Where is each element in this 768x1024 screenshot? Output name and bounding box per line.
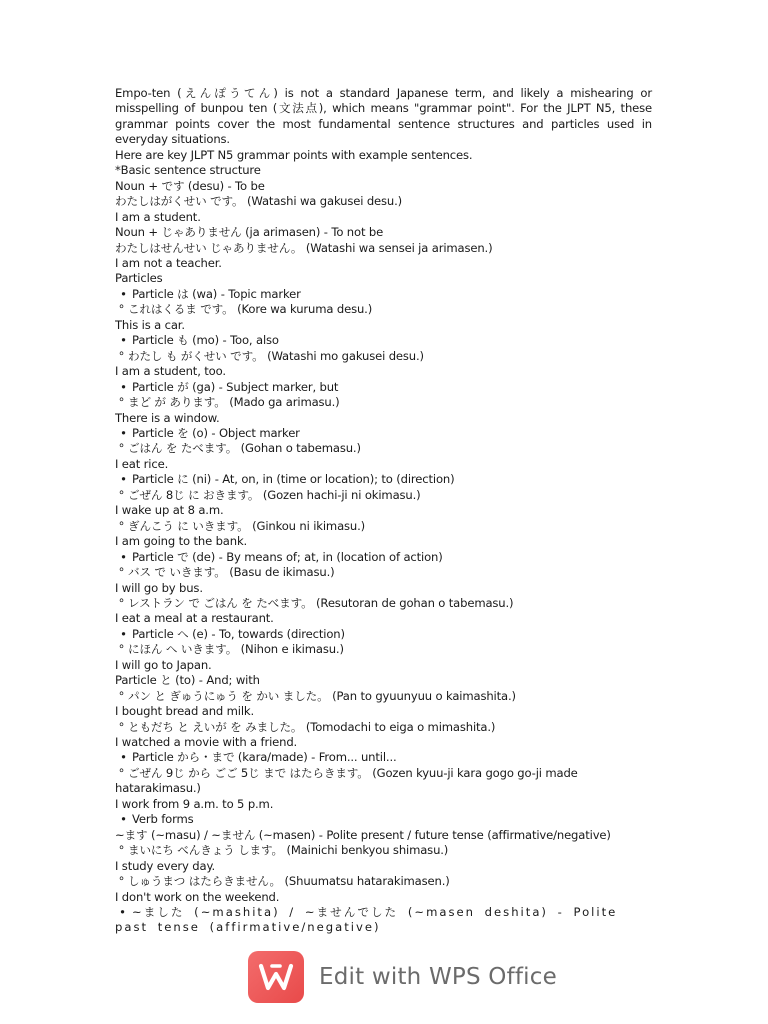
wps-edit-label[interactable]: Edit with WPS Office [319, 964, 557, 990]
text-line: Particle と (to) - And; with [115, 673, 260, 688]
text-line: I don't work on the weekend. [115, 889, 280, 904]
intro-paragraph: Empo-ten (えんぽうてん) is not a standard Japanese term, and likely a mishearing or misspelling of bunpou ten (文法点), which means "grammar point". For the JLPT N5, these grammar points cover the most fundamental sentence structures and particles used in everyday situations. [115, 86, 652, 147]
text-line: I watched a movie with a friend. [115, 735, 298, 750]
text-line: I will go by bus. [115, 580, 203, 595]
text-line: I am a student. [115, 209, 201, 224]
bullet-item: • Particle から・まで (kara/made) - From... until... [115, 750, 652, 765]
text-line: わたしはがくせい です。 (Watashi wa gakusei desu.) [115, 194, 403, 209]
bullet-item: • Particle を (o) - Object marker [115, 426, 652, 441]
bullet-item: • Particle は (wa) - Topic marker [115, 287, 652, 302]
bullet-item: • Particle が (ga) - Subject marker, but [115, 380, 652, 395]
text-line: I wake up at 8 a.m. [115, 503, 224, 518]
example-sentence: ° レストラン で ごはん を たべます。 (Resutoran de gohan o tabemasu.) [115, 596, 652, 611]
example-sentence: ° これはくるま です。 (Kore wa kuruma desu.) [115, 302, 652, 317]
text-line: I am going to the bank. [115, 534, 248, 549]
example-sentence: ° バス で いきます。 (Basu de ikimasu.) [115, 565, 652, 580]
example-sentence: ° まいにち べんきょう します。 (Mainichi benkyou shimasu.) [115, 843, 652, 858]
text-line: I am a student, too. [115, 364, 226, 379]
example-sentence: ° しゅうまつ はたらきません。 (Shuumatsu hatarakimasen.) [115, 874, 652, 889]
text-line: Noun + じゃありません (ja arimasen) - To not be [115, 225, 384, 240]
text-line: This is a car. [115, 317, 185, 332]
example-sentence: ° ともだち と えいが を みました。 (Tomodachi to eiga o mimashita.) [115, 720, 652, 735]
text-line: Noun + です (desu) - To be [115, 178, 265, 193]
text-line: わたしはせんせい じゃありません。 (Watashi wa sensei ja arimasen.) [115, 240, 493, 255]
example-sentence: ° わたし も がくせい です。 (Watashi mo gakusei desu.) [115, 349, 652, 364]
text-line: I will go to Japan. [115, 657, 212, 672]
text-line: I bought bread and milk. [115, 704, 255, 719]
bullet-item: • Particle も (mo) - Too, also [115, 333, 652, 348]
wps-logo-icon[interactable] [248, 951, 304, 1003]
text-line: *Basic sentence structure [115, 163, 261, 178]
text-line: I work from 9 a.m. to 5 p.m. [115, 796, 274, 811]
example-sentence: ° ごぜん 9じ から ごご 5じ まで はたらきます。 (Gozen kyuu-ji kara gogo go-ji made hatarakimasu.) [115, 766, 652, 797]
example-sentence: ° にほん へ いきます。 (Nihon e ikimasu.) [115, 642, 652, 657]
text-line: There is a window. [115, 410, 220, 425]
text-line: I study every day. [115, 858, 216, 873]
example-sentence: ° パン と ぎゅうにゅう を かい ました。 (Pan to gyuunyuu o kaimashita.) [115, 689, 652, 704]
text-line: I am not a teacher. [115, 255, 222, 270]
content-lines [115, 148, 652, 936]
text-line: Here are key JLPT N5 grammar points with example sentences. [115, 147, 473, 162]
text-line: I eat rice. [115, 456, 169, 471]
wps-edit-banner[interactable] [248, 951, 557, 1003]
bullet-item: • ~ました (~mashita) / ~ませんでした (~masen deshita) - Polite past tense (affirmative/negative) [115, 905, 652, 936]
text-line: I eat a meal at a restaurant. [115, 611, 274, 626]
text-line: Particles [115, 271, 163, 286]
text-line: ~ます (~masu) / ~ません (~masen) - Polite present / future tense (affirmative/negative) [115, 827, 611, 842]
bullet-item: • Particle で (de) - By means of; at, in (location of action) [115, 550, 652, 565]
example-sentence: ° ごはん を たべます。 (Gohan o tabemasu.) [115, 441, 652, 456]
example-sentence: ° まど が あります。 (Mado ga arimasu.) [115, 395, 652, 410]
bullet-item: • Verb forms [115, 812, 652, 827]
bullet-item: • Particle に (ni) - At, on, in (time or location); to (direction) [115, 472, 652, 487]
example-sentence: ° ごぜん 8じ に おきます。 (Gozen hachi-ji ni okimasu.) [115, 488, 652, 503]
example-sentence: ° ぎんこう に いきます。 (Ginkou ni ikimasu.) [115, 519, 652, 534]
document-body [115, 86, 652, 936]
bullet-item: • Particle へ (e) - To, towards (direction) [115, 627, 652, 642]
